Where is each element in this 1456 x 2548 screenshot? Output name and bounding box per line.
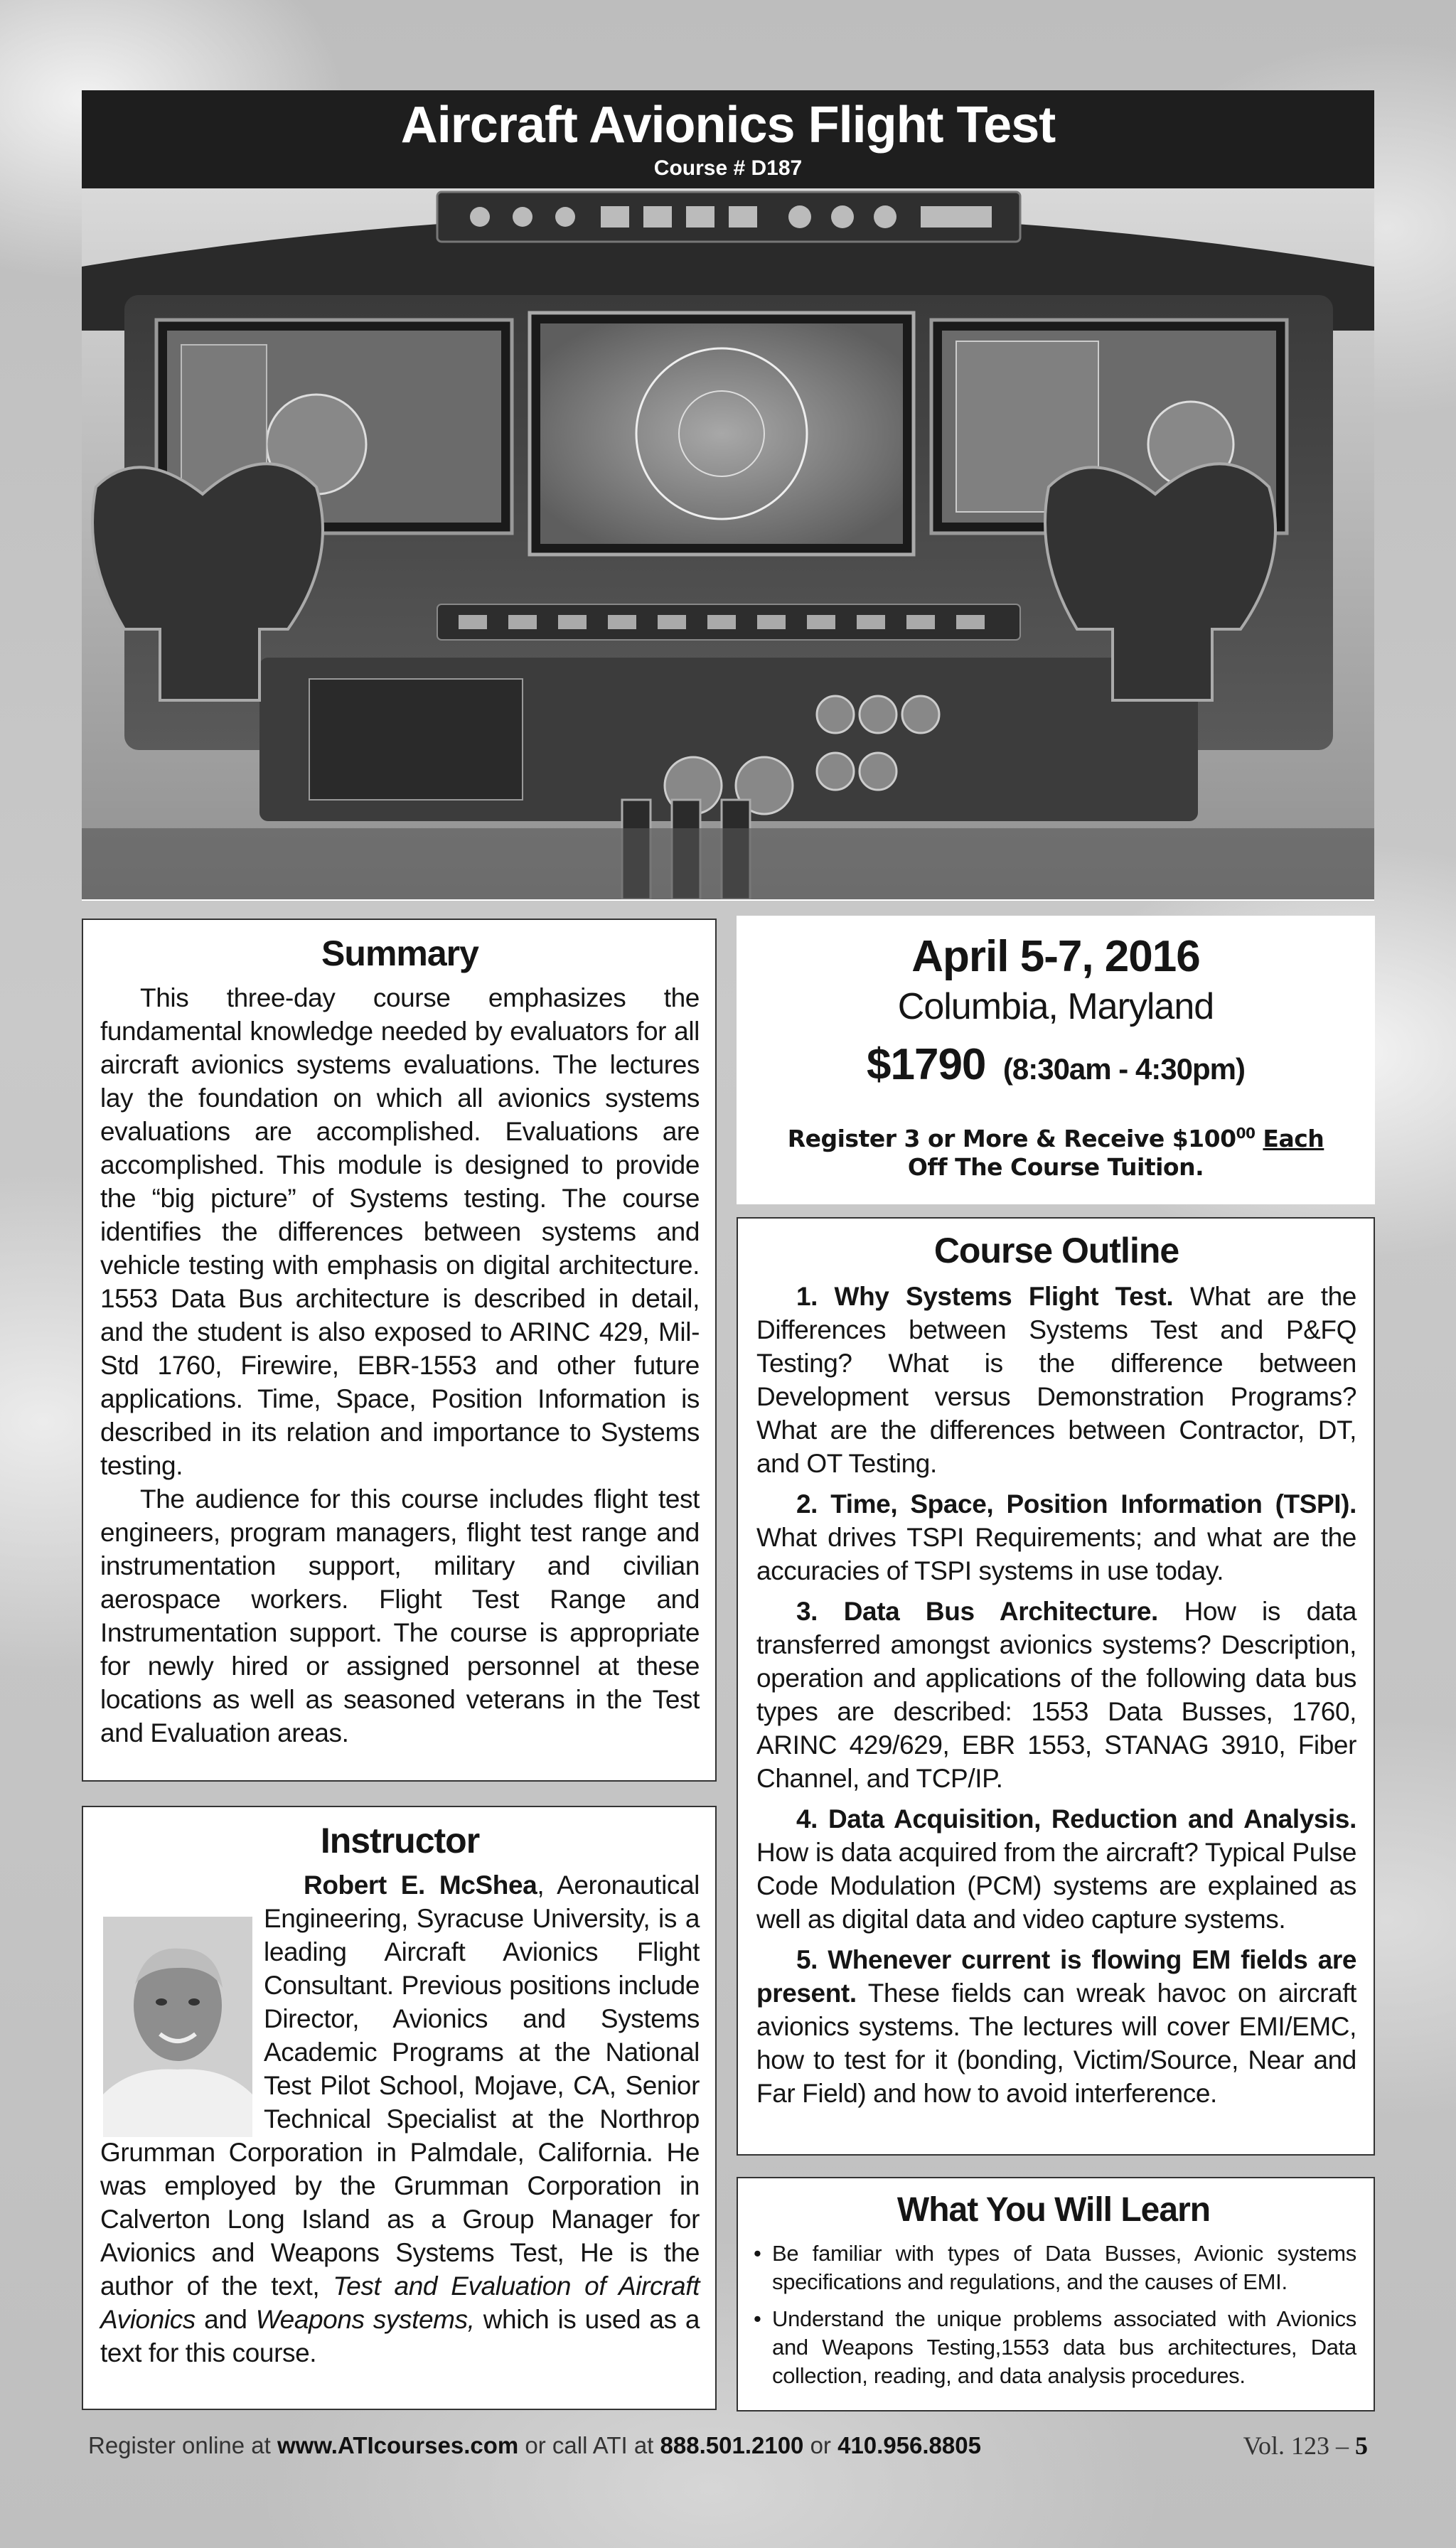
event-date: April 5-7, 2016 [911,932,1200,981]
instructor-name: Robert E. McShea [304,1870,537,1900]
footer-text: or call ATI at [518,2432,660,2458]
instructor-title: Instructor [320,1821,480,1861]
summary-panel [82,919,717,1782]
promo-text: Register 3 or More & Receive $100 [787,1125,1236,1152]
learn-item-text: Understand the unique problems associated with Avionics and Weapons Testing,1553 data bus architectures, Data collection, reading, and data analysis procedures. [772,2306,1356,2388]
course-header [82,90,1374,188]
outline-item-heading: 3. Data Bus Architecture. [796,1597,1158,1626]
outline-item-heading: 5. Whenever current is flowing EM fields are present. [756,1945,1356,2008]
promo-text: Off The Course Tuition. [907,1153,1204,1181]
footer-text: Register online at [88,2432,277,2458]
summary-paragraph: This three-day course emphasizes the fundamental knowledge needed by evaluators for all aircraft avionics systems evaluations. The lectures lay the foundation on which all avionics systems evaluations are accomplished. Evaluations are accomplished. This module is designed to provide the “big picture” of Systems testing. The course identifies the differences between systems and vehicle testing with emphasis on digital architecture. 1553 Data Bus architecture is described in detail, and the student is also exposed to ARINC 429, Mil-Std 1760, Firewire, EBR-1553 and other future applications. Time, Space, Position Information is described in its relation and importance to Systems testing. [100,983,700,1480]
website-link[interactable]: www.ATIcourses.com [277,2432,519,2458]
outline-item-text: These fields can wreak havoc on aircraft avionics systems. The lectures will cover EMI/EMC, how to test for it (bonding, Victim/Source, Near and Far Field) and how to avoid interference. [756,1979,1356,2108]
course-hours: (8:30am - 4:30pm) [1002,1052,1245,1086]
book-title: Test and Evaluation of Aircraft Avionics [100,2271,700,2334]
cockpit-photo [82,188,1374,901]
instructor-bio-part: which is used as a text for this course. [100,2305,700,2367]
outline-item [756,1802,1356,1936]
outline-item [756,1595,1356,1795]
outline-item-text: How is data transferred amongst avionics systems? Description, operation and applications of the following data bus types are described: 1553 Data Busses, 1760, ARINC 429/629, EBR 1553, STANAG 3910, Fiber Channel, and TCP/IP. [756,1597,1357,1793]
page-footer [88,2426,1368,2466]
cockpit-illustration [82,188,1374,901]
outline-item [756,1487,1356,1588]
price-row [737,1038,1375,1103]
outline-body [756,1280,1356,2110]
summary-paragraph: The audience for this course includes flight test engineers, program managers, flight test range and instrumentation support, military and civilian aerospace workers. Flight Test Range and Instrumentation support. The course is appropriate for newly hired or assigned personnel at these locations as well as seasoned veterans in the Test and Evaluation areas. [100,1484,700,1747]
list-item [751,2239,1356,2296]
instructor-photo [103,1917,252,2137]
course-title: Aircraft Avionics Flight Test [400,97,1056,154]
phone-number[interactable]: 888.501.2100 [660,2432,804,2458]
promo-cents: 00 [1236,1125,1256,1142]
learn-list [751,2239,1356,2390]
instructor-bio-part: , Aeronautical Engineering, Syracuse University, is a leading Aircraft Avionics Flight Consultant. Previous positions include Director, Avionics and Systems Academic Programs at the National Test Pilot School, Mojave, CA, Senior Technical Specialist at the Northrop Grumman Corporation in Palmdale, California. He was employed by the Grumman Corporation in Calverton Long Island as a Group Manager for Avionics and Weapons Systems Test, He is the author of the text, [100,1870,700,2301]
instructor-bio-part: and [195,2305,256,2334]
summary-body [100,981,700,1750]
book-title: Weapons systems, [255,2305,475,2334]
phone-number[interactable]: 410.956.8805 [837,2432,981,2458]
outline-item-heading: 2. Time, Space, Position Information (TSPI). [796,1489,1356,1519]
bullet-icon: • [754,2306,761,2331]
event-location: Columbia, Maryland [897,986,1214,1027]
page-number: 5 [1355,2431,1368,2460]
promo-each: Each [1263,1125,1324,1152]
course-outline-panel [737,1217,1375,2156]
course-number: Course # D187 [653,156,803,180]
learn-title: What You Will Learn [896,2191,1211,2229]
learning-outcomes-panel [737,2177,1375,2412]
outline-item-heading: 1. Why Systems Flight Test. [796,1282,1174,1311]
outline-item-text: What are the Differences between Systems Test and P&FQ Testing? What is the difference between Development versus Demonstration Programs? What are the differences between Contractor, DT, and OT Testing. [756,1282,1356,1478]
outline-item-heading: 4. Data Acquisition, Reduction and Analysis. [796,1804,1356,1834]
group-discount-promo [737,1119,1375,1182]
footer-text: or [803,2432,838,2458]
bullet-icon: • [754,2241,761,2266]
outline-item [756,1943,1356,2110]
volume-label: Vol. 123 – [1243,2431,1355,2460]
summary-title: Summary [321,933,478,973]
list-item [751,2305,1356,2390]
outline-item-text: How is data acquired from the aircraft? Typical Pulse Code Modulation (PCM) systems are explained as well as digital data and video capture systems. [756,1838,1356,1934]
outline-item [756,1280,1356,1480]
outline-title: Course Outline [933,1231,1179,1270]
course-price: $1790 [867,1040,986,1089]
volume-page [1243,2426,1368,2466]
instructor-photo-graphic [103,1917,252,2137]
outline-item-text: What drives TSPI Requirements; and what are the accuracies of TSPI systems in use today. [756,1523,1356,1585]
learn-item-text: Be familiar with types of Data Busses, Avionic systems specifications and regulations, and the causes of EMI. [772,2241,1356,2294]
event-info-panel [737,916,1375,1204]
